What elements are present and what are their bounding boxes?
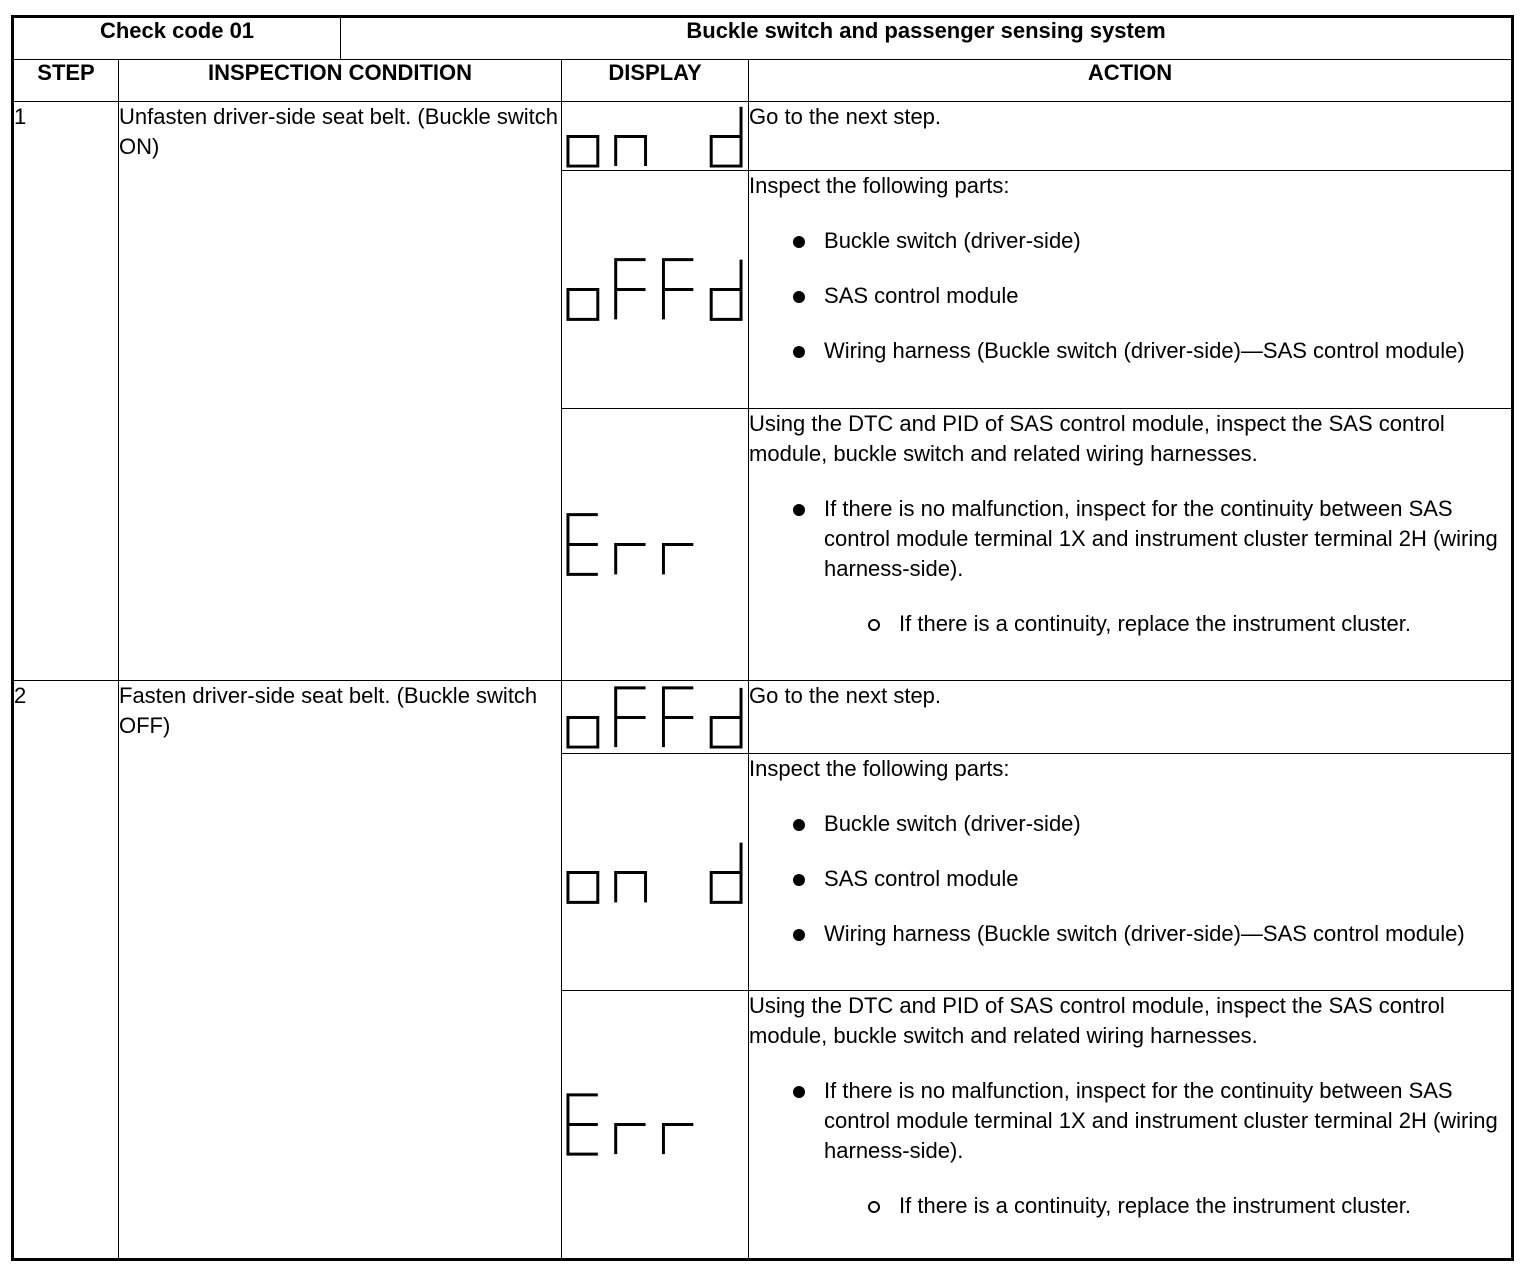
lcd-display (562, 409, 749, 681)
action-cell (749, 409, 1513, 681)
lcd-display-offd-icon (562, 171, 748, 408)
system-title: Buckle switch and passenger sensing system (341, 17, 1513, 60)
lcd-display-err-icon (562, 991, 748, 1258)
lcd-display (562, 991, 749, 1260)
lcd-display-err-icon (562, 409, 748, 680)
lcd-display-offd-icon (562, 681, 748, 753)
action-text: Using the DTC and PID of SAS control module, inspect the SAS control module, buckle switch and related wiring harnesses. (749, 411, 1445, 466)
action-cell (749, 681, 1513, 754)
step-number: 1 (13, 102, 119, 681)
bullet-text: If there is no malfunction, inspect for the continuity between SAS control module terminal 1X and instrument cluster terminal 2H (wiring harness-side). (824, 1078, 1498, 1163)
sub-list-item: If there is a continuity, replace the instrument cluster. (824, 609, 1511, 639)
list-item: Wiring harness (Buckle switch (driver-side)—SAS control module) (749, 919, 1511, 949)
list-item: Buckle switch (driver-side) (749, 809, 1511, 839)
lcd-display (562, 102, 749, 171)
list-item (749, 494, 1511, 639)
inspection-condition: Fasten driver-side seat belt. (Buckle switch OFF) (119, 681, 562, 1260)
table-row (13, 681, 1513, 754)
list-item: SAS control module (749, 281, 1511, 311)
action-text: Inspect the following parts: (749, 756, 1010, 781)
action-cell (749, 754, 1513, 991)
lcd-display (562, 681, 749, 754)
action-text: Inspect the following parts: (749, 173, 1010, 198)
bullet-text: If there is no malfunction, inspect for the continuity between SAS control module terminal 1X and instrument cluster terminal 2H (wiring harness-side). (824, 496, 1498, 581)
list-item: Wiring harness (Buckle switch (driver-side)—SAS control module) (749, 336, 1511, 366)
sub-list-item: If there is a continuity, replace the instrument cluster. (824, 1191, 1511, 1221)
action-text: Using the DTC and PID of SAS control module, inspect the SAS control module, buckle switch and related wiring harnesses. (749, 993, 1445, 1048)
action-text: Go to the next step. (749, 104, 942, 129)
check-code-table (11, 15, 1514, 1261)
col-header-step: STEP (13, 60, 119, 102)
action-cell (749, 171, 1513, 409)
action-cell (749, 102, 1513, 171)
action-text: Go to the next step. (749, 683, 942, 708)
col-header-condition: INSPECTION CONDITION (119, 60, 562, 102)
lcd-display (562, 171, 749, 409)
inspection-condition: Unfasten driver-side seat belt. (Buckle switch ON) (119, 102, 562, 681)
lcd-display (562, 754, 749, 991)
action-cell (749, 991, 1513, 1260)
step-number: 2 (13, 681, 119, 1260)
col-header-display: DISPLAY (562, 60, 749, 102)
col-header-action: ACTION (749, 60, 1513, 102)
list-item: SAS control module (749, 864, 1511, 894)
lcd-display-on-d-icon (562, 102, 748, 170)
check-code-title: Check code 01 (13, 17, 341, 60)
list-item: Buckle switch (driver-side) (749, 226, 1511, 256)
table-row (13, 102, 1513, 171)
list-item (749, 1076, 1511, 1221)
lcd-display-on-d-icon (562, 754, 748, 990)
